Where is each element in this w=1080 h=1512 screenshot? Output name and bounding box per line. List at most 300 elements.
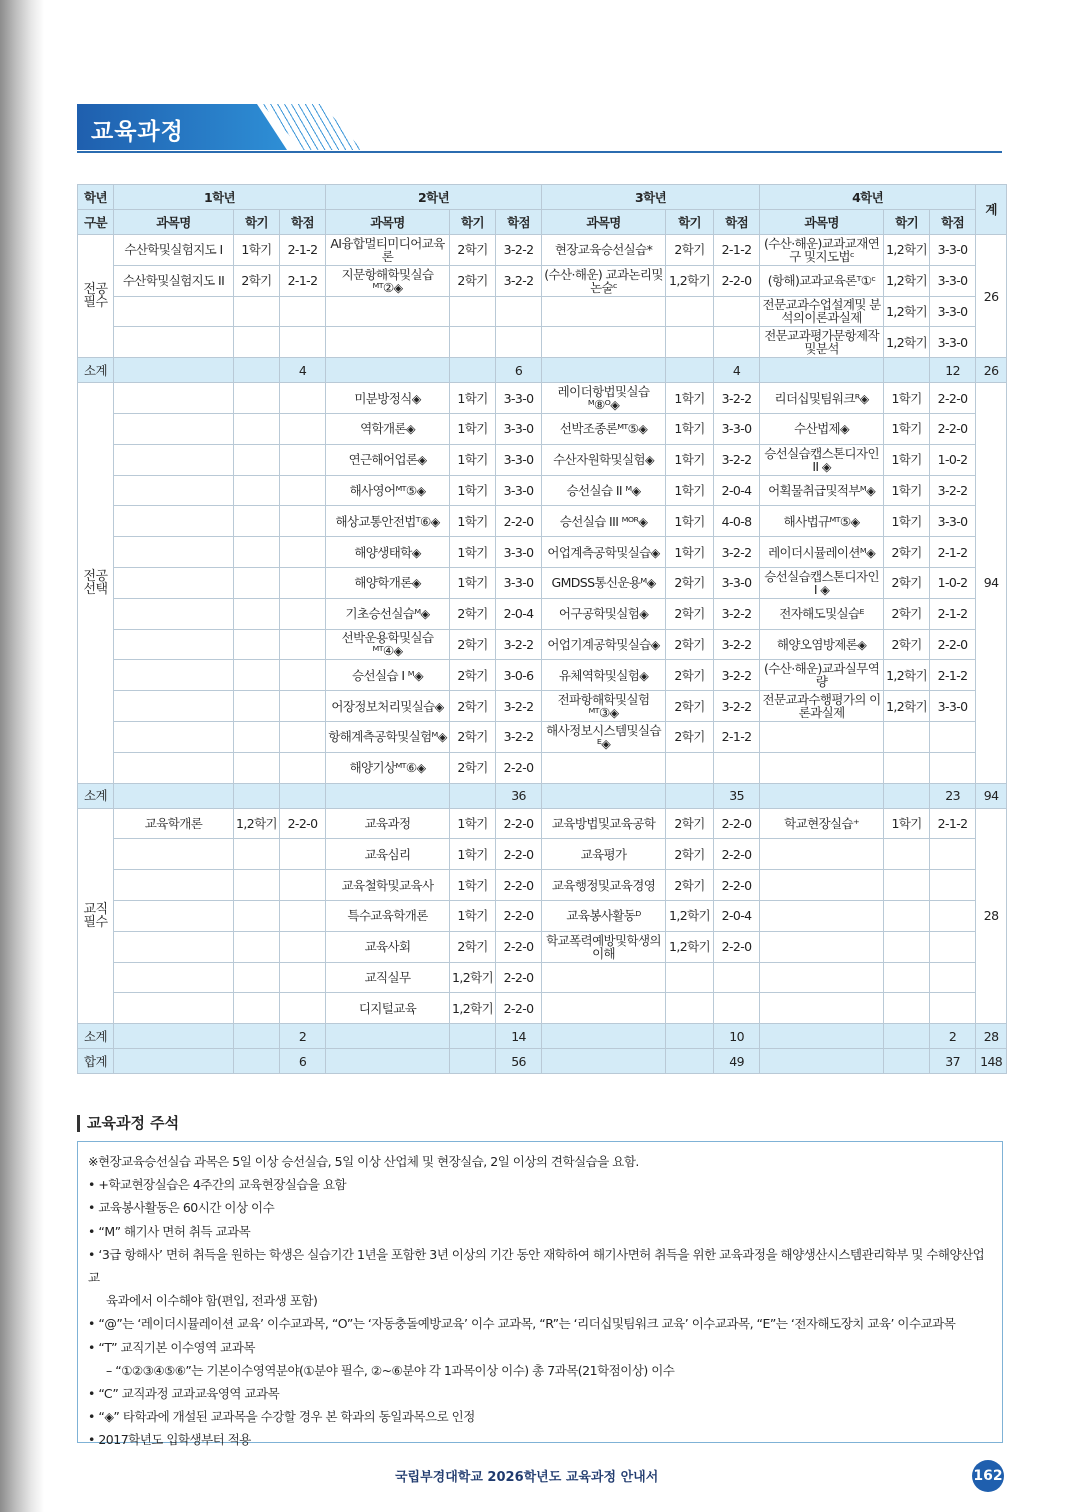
course-cell: 1,2학기 [666, 900, 714, 931]
course-cell: 2-0-4 [714, 475, 760, 506]
subtotal-credit: 49 [714, 1049, 760, 1074]
course-cell [234, 413, 280, 444]
course-cell: 1학기 [450, 808, 496, 839]
subtotal-label: 소계 [78, 783, 114, 808]
table-row [78, 900, 1007, 931]
note-line: • “M” 해기사 면허 취득 교과목 [88, 1223, 251, 1239]
course-cell [760, 962, 884, 993]
course-cell: 1,2학기 [884, 691, 930, 722]
course-cell: 1학기 [450, 413, 496, 444]
course-cell: 1학기 [884, 413, 930, 444]
course-cell: 1학기 [666, 383, 714, 414]
course-cell [234, 444, 280, 475]
empty-cell [666, 783, 714, 808]
course-cell: 교육평가 [542, 839, 666, 870]
course-cell: 2학기 [450, 598, 496, 629]
empty-cell [760, 1024, 884, 1049]
course-cell: 어구공학및실험◈ [542, 598, 666, 629]
course-cell [930, 839, 976, 870]
course-cell [280, 567, 326, 598]
course-cell: 교육행정및교육경영 [542, 870, 666, 901]
course-cell [930, 900, 976, 931]
course-cell: 승선실습캡스톤디자인 I ◈ [760, 567, 884, 598]
course-cell: 2학기 [666, 691, 714, 722]
subtotal-row [78, 783, 1007, 808]
course-cell: 2-2-0 [496, 752, 542, 783]
course-cell: 전파항해학및실험ᴹᵀ③◈ [542, 691, 666, 722]
course-cell: 2학기 [666, 598, 714, 629]
course-cell: 어획물취급및적부ᴹ◈ [760, 475, 884, 506]
course-cell: 교육철학및교육사 [326, 870, 450, 901]
table-row [78, 506, 1007, 537]
course-cell [542, 327, 666, 358]
course-cell [666, 962, 714, 993]
course-cell [234, 629, 280, 660]
course-cell [114, 413, 234, 444]
curriculum-body [78, 235, 1007, 1074]
course-cell: 1학기 [450, 900, 496, 931]
course-cell: 2-0-4 [496, 598, 542, 629]
course-cell: 선박운용학및실습ᴹᵀ④◈ [326, 629, 450, 660]
course-cell: 수산법제◈ [760, 413, 884, 444]
course-cell: 2-2-0 [496, 900, 542, 931]
course-cell: 4-0-8 [714, 506, 760, 537]
course-cell: 3-3-0 [496, 475, 542, 506]
table-row [78, 444, 1007, 475]
course-cell: 2-2-0 [714, 870, 760, 901]
course-cell: 미분방정식◈ [326, 383, 450, 414]
course-cell: 연근해어업론◈ [326, 444, 450, 475]
table-row [78, 721, 1007, 752]
table-row [78, 808, 1007, 839]
course-cell: 선박조종론ᴹᵀ⑤◈ [542, 413, 666, 444]
course-cell: 1,2학기 [666, 931, 714, 962]
head-name: 과목명 [326, 210, 450, 235]
course-cell: 학교폭력예방및학생의 이해 [542, 931, 666, 962]
empty-cell [542, 1049, 666, 1074]
course-cell: 어업계측공학및실습◈ [542, 537, 666, 568]
course-cell: 2-2-0 [714, 839, 760, 870]
course-cell: 3-2-2 [714, 691, 760, 722]
head-year2: 2학년 [326, 185, 542, 210]
course-cell [280, 506, 326, 537]
course-cell [234, 296, 280, 327]
course-cell [884, 931, 930, 962]
course-cell [234, 383, 280, 414]
head-total: 계 [976, 185, 1007, 235]
note-line: • 2017학년도 입학생부터 적용 [88, 1432, 251, 1448]
empty-cell [326, 783, 450, 808]
course-cell: 2학기 [450, 752, 496, 783]
course-cell [280, 931, 326, 962]
subtotal-credit: 6 [496, 358, 542, 383]
course-cell [114, 752, 234, 783]
course-cell [234, 691, 280, 722]
subtotal-credit: 23 [930, 783, 976, 808]
course-cell: 2학기 [666, 870, 714, 901]
head-year1: 1학년 [114, 185, 326, 210]
course-cell [542, 296, 666, 327]
course-cell: 2-2-0 [930, 629, 976, 660]
course-cell [280, 752, 326, 783]
course-cell [760, 900, 884, 931]
head-year4: 4학년 [760, 185, 976, 210]
course-cell: 2-2-0 [496, 870, 542, 901]
course-cell [760, 721, 884, 752]
course-cell: 1-0-2 [930, 444, 976, 475]
course-cell: 1,2학기 [884, 296, 930, 327]
subtotal-credit: 37 [930, 1049, 976, 1074]
empty-cell [114, 783, 234, 808]
course-cell [496, 327, 542, 358]
course-cell [714, 296, 760, 327]
empty-cell [450, 358, 496, 383]
course-cell [280, 383, 326, 414]
course-cell [280, 444, 326, 475]
course-cell [234, 931, 280, 962]
course-cell: 2-1-2 [280, 265, 326, 296]
note-line: • 교육봉사활동은 60시간 이상 이수 [88, 1200, 275, 1216]
course-cell [114, 721, 234, 752]
subtotal-label: 소계 [78, 1024, 114, 1049]
course-cell [114, 383, 234, 414]
course-cell: 3-3-0 [496, 444, 542, 475]
course-cell [280, 296, 326, 327]
course-cell: 승선실습 III ᴹᴼᴿ◈ [542, 506, 666, 537]
course-cell [666, 752, 714, 783]
course-cell: 2-0-4 [714, 900, 760, 931]
subtotal-credit: 6 [280, 1049, 326, 1074]
course-cell [542, 752, 666, 783]
course-cell: 1학기 [450, 444, 496, 475]
table-row [78, 598, 1007, 629]
subtotal-credit: 4 [280, 358, 326, 383]
course-cell: 2학기 [884, 629, 930, 660]
course-cell: 역학개론◈ [326, 413, 450, 444]
empty-cell [114, 1049, 234, 1074]
category-cell: 전공 선택 [78, 383, 114, 783]
page-number: 162 [972, 1460, 1004, 1492]
course-cell: 해양기상ᴹᵀ⑥◈ [326, 752, 450, 783]
head-sem: 학기 [884, 210, 930, 235]
course-cell: (수산·해운) 교과논리및논술ᶜ [542, 265, 666, 296]
course-cell: 1학기 [884, 383, 930, 414]
empty-cell [760, 783, 884, 808]
course-cell: 2학기 [450, 629, 496, 660]
empty-cell [666, 358, 714, 383]
course-cell [234, 506, 280, 537]
course-cell: 2학기 [666, 629, 714, 660]
curriculum-table [77, 184, 1007, 1074]
course-cell [542, 962, 666, 993]
course-cell [714, 993, 760, 1024]
course-cell: 2-2-0 [280, 808, 326, 839]
course-cell: 3-2-2 [714, 598, 760, 629]
table-row [78, 475, 1007, 506]
course-cell [930, 721, 976, 752]
course-cell [114, 629, 234, 660]
head-grade: 학년 [78, 185, 114, 210]
course-cell: 해양오염방제론◈ [760, 629, 884, 660]
subtotal-total: 148 [976, 1049, 1007, 1074]
course-cell: 2학기 [450, 265, 496, 296]
course-cell [884, 839, 930, 870]
page-title: 교육과정 [91, 119, 184, 145]
course-cell [280, 839, 326, 870]
course-cell [234, 660, 280, 691]
course-cell: 승선실습 I ᴹ◈ [326, 660, 450, 691]
course-cell: 1,2학기 [884, 660, 930, 691]
course-cell: 3-3-0 [496, 413, 542, 444]
course-cell: 교직실무 [326, 962, 450, 993]
subtotal-label: 소계 [78, 358, 114, 383]
course-cell [234, 870, 280, 901]
course-cell: 교육방법및교육공학 [542, 808, 666, 839]
course-cell [280, 598, 326, 629]
course-cell [714, 962, 760, 993]
empty-cell [114, 358, 234, 383]
course-cell: 2학기 [884, 537, 930, 568]
course-cell: 2학기 [450, 721, 496, 752]
course-cell [114, 444, 234, 475]
course-cell: 1학기 [884, 444, 930, 475]
course-cell [234, 327, 280, 358]
course-cell: 1,2학기 [884, 327, 930, 358]
course-cell: 2학기 [666, 721, 714, 752]
course-cell [666, 327, 714, 358]
course-cell: 2-2-0 [714, 931, 760, 962]
course-cell: 1,2학기 [884, 235, 930, 266]
course-cell [280, 629, 326, 660]
course-cell: 3-2-2 [930, 475, 976, 506]
course-cell [930, 962, 976, 993]
course-cell: 2-2-0 [496, 839, 542, 870]
course-cell: 전자해도및실습ᴱ [760, 598, 884, 629]
table-row [78, 537, 1007, 568]
empty-cell [326, 1024, 450, 1049]
course-cell: 3-0-6 [496, 660, 542, 691]
empty-cell [542, 1024, 666, 1049]
course-cell: 1학기 [666, 506, 714, 537]
head-sem: 학기 [234, 210, 280, 235]
course-cell [760, 839, 884, 870]
course-cell: 어업기계공학및실습◈ [542, 629, 666, 660]
course-cell: 2-2-0 [496, 808, 542, 839]
total-cell: 26 [976, 235, 1007, 358]
course-cell: 교육과정 [326, 808, 450, 839]
head-type: 구분 [78, 210, 114, 235]
course-cell: 지문항해학및실습ᴹᵀ②◈ [326, 265, 450, 296]
course-cell [234, 900, 280, 931]
course-cell [280, 870, 326, 901]
course-cell: 3-3-0 [930, 235, 976, 266]
course-cell: 2학기 [450, 660, 496, 691]
course-cell: 2학기 [450, 931, 496, 962]
course-cell: 2학기 [884, 567, 930, 598]
course-cell: 항해계측공학및실험ᴹ◈ [326, 721, 450, 752]
subtotal-total: 28 [976, 1024, 1007, 1049]
course-cell [930, 752, 976, 783]
table-row [78, 327, 1007, 358]
course-cell: 교육학개론 [114, 808, 234, 839]
course-cell [930, 993, 976, 1024]
course-cell: 어장정보처리및실습◈ [326, 691, 450, 722]
subtotal-credit: 35 [714, 783, 760, 808]
course-cell: 3-3-0 [930, 296, 976, 327]
course-cell: 해사법규ᴹᵀ⑤◈ [760, 506, 884, 537]
course-cell: 1학기 [450, 567, 496, 598]
course-cell: 승선실습캡스톤디자인 II ◈ [760, 444, 884, 475]
empty-cell [666, 1024, 714, 1049]
empty-cell [760, 358, 884, 383]
table-row [78, 265, 1007, 296]
empty-cell [884, 358, 930, 383]
course-cell: 해양생태학◈ [326, 537, 450, 568]
total-cell: 94 [976, 383, 1007, 783]
notes-heading: 교육과정 주석 [77, 1115, 179, 1132]
course-cell: 해사영어ᴹᵀ⑤◈ [326, 475, 450, 506]
course-cell [114, 296, 234, 327]
course-cell: 1학기 [666, 475, 714, 506]
page-binding-shadow [0, 0, 44, 1512]
course-cell [450, 327, 496, 358]
table-row [78, 839, 1007, 870]
head-name: 과목명 [542, 210, 666, 235]
course-cell: 유체역학및실험◈ [542, 660, 666, 691]
course-cell [114, 475, 234, 506]
course-cell: 2-1-2 [930, 537, 976, 568]
course-cell: 2학기 [234, 265, 280, 296]
course-cell: 2-2-0 [714, 808, 760, 839]
course-cell [280, 721, 326, 752]
course-cell [234, 993, 280, 1024]
course-cell: GMDSS통신운용ᴹ◈ [542, 567, 666, 598]
note-line: • +학교현장실습은 4주간의 교육현장실습을 요함 [88, 1177, 347, 1193]
empty-cell [450, 1024, 496, 1049]
head-sem: 학기 [450, 210, 496, 235]
head-credit: 학점 [930, 210, 976, 235]
course-cell: 2-2-0 [496, 506, 542, 537]
course-cell [114, 962, 234, 993]
course-cell: 수산학및실험지도 II [114, 265, 234, 296]
course-cell: 3-3-0 [714, 567, 760, 598]
course-cell [234, 962, 280, 993]
table-row [78, 235, 1007, 266]
course-cell: 2학기 [666, 839, 714, 870]
head-credit: 학점 [280, 210, 326, 235]
total-cell: 28 [976, 808, 1007, 1024]
course-cell: 1학기 [450, 383, 496, 414]
course-cell [714, 327, 760, 358]
empty-cell [234, 1024, 280, 1049]
course-cell: 1,2학기 [450, 993, 496, 1024]
course-cell: 2-2-0 [496, 993, 542, 1024]
course-cell: 1,2학기 [234, 808, 280, 839]
course-cell [114, 993, 234, 1024]
course-cell [280, 660, 326, 691]
course-cell: 교육사회 [326, 931, 450, 962]
course-cell [884, 900, 930, 931]
subtotal-credit: 2 [930, 1024, 976, 1049]
course-cell: 3-3-0 [496, 383, 542, 414]
course-cell [114, 931, 234, 962]
course-cell [234, 839, 280, 870]
subtotal-credit: 12 [930, 358, 976, 383]
subtotal-row [78, 358, 1007, 383]
course-cell [280, 993, 326, 1024]
subtotal-row [78, 1024, 1007, 1049]
empty-cell [450, 1049, 496, 1074]
course-cell: 3-3-0 [930, 506, 976, 537]
course-cell: 1학기 [450, 870, 496, 901]
empty-cell [542, 358, 666, 383]
course-cell: 1학기 [450, 475, 496, 506]
course-cell: 2-2-0 [496, 962, 542, 993]
course-cell: 1학기 [450, 506, 496, 537]
table-row [78, 296, 1007, 327]
head-sem: 학기 [666, 210, 714, 235]
course-cell: 전문교과수행평가의 이론과실제 [760, 691, 884, 722]
table-row [78, 870, 1007, 901]
course-cell: 3-2-2 [496, 721, 542, 752]
course-cell [884, 993, 930, 1024]
course-cell: 3-2-2 [714, 383, 760, 414]
course-cell [280, 962, 326, 993]
note-line: • “◈” 타학과에 개설된 교과목을 수강할 경우 본 학과의 동일과목으로 인정 [88, 1409, 475, 1425]
empty-cell [234, 1049, 280, 1074]
course-cell: 3-3-0 [714, 413, 760, 444]
course-cell: 3-2-2 [714, 444, 760, 475]
course-cell: 2-2-0 [930, 413, 976, 444]
empty-cell [760, 1049, 884, 1074]
course-cell [114, 660, 234, 691]
course-cell: 레이더항법및실습ᴹ⑧ᴼ◈ [542, 383, 666, 414]
course-cell: 3-3-0 [496, 537, 542, 568]
course-cell: 2-2-0 [930, 383, 976, 414]
subtotal-label: 합계 [78, 1049, 114, 1074]
course-cell: 3-2-2 [496, 629, 542, 660]
course-cell: 기초승선실습ᴹ◈ [326, 598, 450, 629]
course-cell: 2학기 [666, 235, 714, 266]
course-cell: 2학기 [450, 691, 496, 722]
table-row [78, 660, 1007, 691]
course-cell: 3-3-0 [930, 265, 976, 296]
course-cell: AI융합멀티미디어교육론 [326, 235, 450, 266]
course-cell: (수산·해운)교과교재연구 및지도법ᶜ [760, 235, 884, 266]
note-line: • “T” 교직기본 이수영역 교과목 [88, 1339, 255, 1355]
table-row [78, 383, 1007, 414]
table-row [78, 931, 1007, 962]
course-cell: 1학기 [666, 444, 714, 475]
course-cell [114, 839, 234, 870]
head-name: 과목명 [760, 210, 884, 235]
subtotal-credit: 14 [496, 1024, 542, 1049]
course-cell [666, 993, 714, 1024]
empty-cell [884, 1024, 930, 1049]
head-name: 과목명 [114, 210, 234, 235]
course-cell: 1학기 [884, 475, 930, 506]
course-cell [234, 537, 280, 568]
course-cell [884, 752, 930, 783]
course-cell: 3-3-0 [930, 691, 976, 722]
course-cell: 2-1-2 [714, 235, 760, 266]
course-cell [326, 327, 450, 358]
course-cell [884, 962, 930, 993]
course-cell: 1학기 [666, 537, 714, 568]
course-cell [714, 752, 760, 783]
course-cell: 2-2-0 [714, 265, 760, 296]
notes-box [77, 1141, 1003, 1448]
